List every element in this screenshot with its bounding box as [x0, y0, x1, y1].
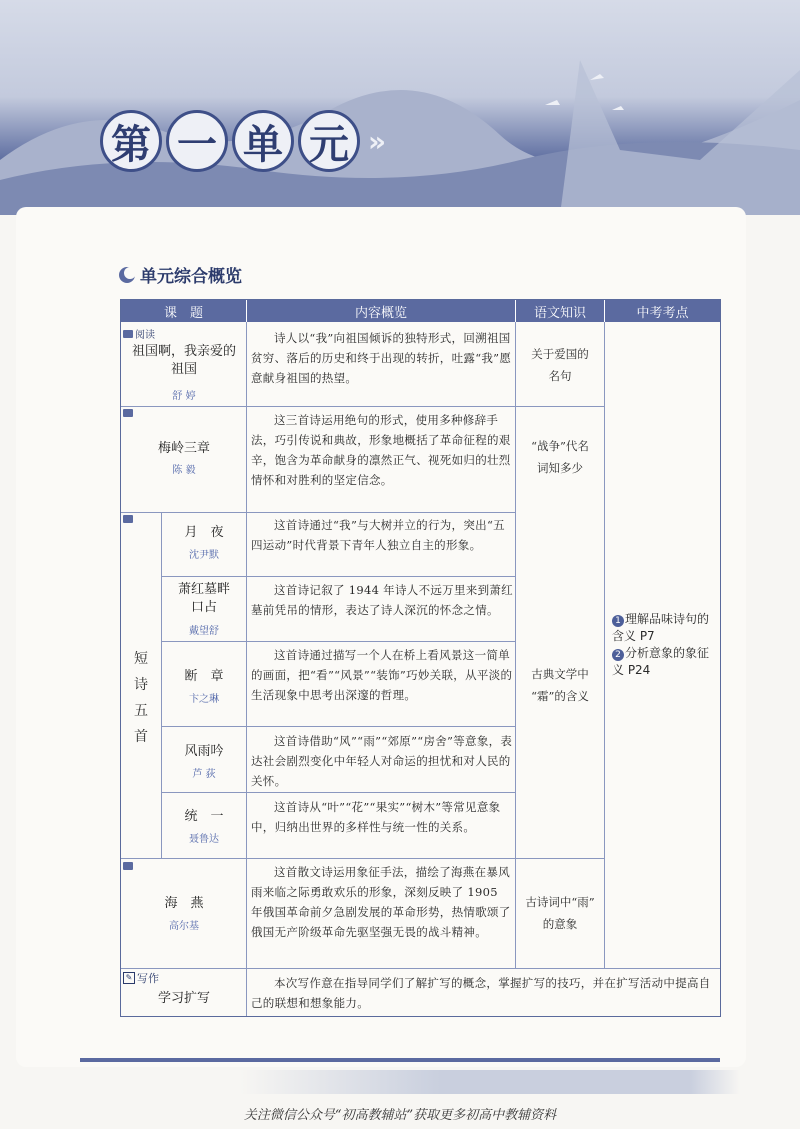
lesson-title-line: 祖国	[170, 362, 197, 377]
number-badge: 2	[612, 649, 624, 661]
poem-title: 月 夜	[184, 525, 224, 540]
knowledge-line: 关于爱国的	[531, 347, 589, 361]
poem-summary: 这首诗借助“风”“雨”“郊原”“房舍”等意象，表达社会剧烈变化中年轻人对命运的担忧和对人民的关怀。	[251, 734, 513, 788]
lesson-author: 舒 婷	[172, 391, 196, 402]
unit-title-char: 单	[232, 110, 294, 172]
lesson-summary: 诗人以“我”向祖国倾诉的独特形式，回溯祖国贫穷、落后的历史和终于出现的转折，吐露“我”愿意献身祖国的热望。	[251, 331, 512, 385]
group-label-char: 短	[134, 651, 148, 667]
footer-note: 关注微信公众号“初高教辅站”获取更多初高中教辅资料	[243, 1108, 557, 1123]
knowledge-line: 词知多少	[537, 461, 583, 475]
poem-title: 统 一	[184, 809, 224, 824]
pencil-icon: ✎	[123, 972, 135, 984]
lesson-knowledge	[516, 343, 604, 387]
poem-title-line: 萧红墓畔	[177, 582, 230, 597]
book-tag	[123, 515, 133, 523]
unit-banner	[0, 0, 800, 215]
header-summary: 内容概览	[247, 300, 516, 322]
book-icon	[123, 409, 133, 417]
divider	[161, 792, 515, 793]
writing-tag	[123, 970, 159, 986]
poem-author: 聂鲁达	[189, 834, 219, 845]
lesson-knowledge	[516, 891, 604, 935]
divider	[246, 322, 247, 1016]
poem-summary: 这首诗通过“我”与大树并立的行为，突出“五四运动”时代背景下青年人独立自主的形象。	[251, 518, 505, 552]
exam-point-text: 分析意象的象征义 P24	[612, 646, 710, 677]
lesson-author: 陈 毅	[172, 465, 196, 476]
divider	[515, 322, 516, 968]
poem-author: 戴望舒	[189, 626, 219, 637]
writing-tag-label: 写作	[137, 972, 159, 985]
knowledge-line: “战争”代名	[531, 439, 589, 453]
knowledge-line: 名句	[548, 369, 572, 383]
lesson-summary: 这三首诗运用绝句的形式，使用多种修辞手法，巧引传说和典故，形象地概括了革命征程的艰辛，饱含为革命献身的凛然正气、视死如归的壮烈情怀和对胜利的坚定信念。	[251, 413, 511, 487]
group-knowledge	[516, 663, 604, 707]
divider	[121, 406, 604, 407]
section-heading	[118, 262, 242, 287]
exam-point	[612, 611, 712, 645]
reading-tag	[123, 326, 155, 341]
book-icon	[123, 515, 133, 523]
poem-summary: 这首诗通过描写一个人在桥上看风景这一简单的画面，把“看”“风景”“装饰”巧妙关联，从平淡的生活现象中思考出深邃的哲理。	[251, 648, 513, 702]
moon-person-icon	[118, 266, 136, 284]
poem-title: 风雨吟	[184, 744, 224, 759]
knowledge-line: “霜”的含义	[531, 689, 589, 703]
lesson-author: 高尔基	[169, 921, 199, 932]
bottom-stripe	[80, 1058, 720, 1062]
writing-title: 学习扩写	[157, 991, 210, 1006]
poem-author: 芦 荻	[192, 769, 216, 780]
header-knowledge: 语文知识	[516, 300, 605, 322]
group-label-char: 首	[134, 729, 148, 745]
lesson-summary: 这首散文诗运用象征手法，描绘了海燕在暴风雨来临之际勇敢欢乐的形象，深刻反映了 1905 年俄国革命前夕急剧发展的革命形势，热情歌颂了俄国无产阶级革命先驱坚强无畏的战斗精神。	[251, 865, 511, 939]
exam-point-text: 理解品味诗句的含义 P7	[612, 612, 710, 643]
poem-summary: 这首诗记叙了 1944 年诗人不远万里来到萧红墓前凭吊的情形，表达了诗人深沉的怀念之情。	[251, 583, 513, 617]
writing-summary: 本次写作意在指导同学们了解扩写的概念，掌握扩写的技巧，并在扩写活动中提高自己的联想和想象能力。	[251, 976, 711, 1010]
exam-points	[612, 611, 712, 679]
exam-point	[612, 645, 712, 679]
number-badge: 1	[612, 615, 624, 627]
knowledge-line: 的意象	[542, 917, 578, 931]
header-exam: 中考考点	[605, 300, 720, 322]
knowledge-line: 古诗词中“雨”	[525, 895, 595, 909]
reading-tag-label: 阅读	[135, 330, 155, 341]
double-chevron-icon: »	[368, 124, 387, 158]
poem-title-line: 口占	[190, 600, 217, 615]
poem-title: 断 章	[184, 669, 224, 684]
divider	[121, 968, 720, 969]
lesson-title-line: 祖国啊，我亲爱的	[131, 344, 236, 359]
unit-title-char: 元	[298, 110, 360, 172]
knowledge-line: 古典文学中	[531, 667, 589, 681]
unit-title	[100, 110, 386, 172]
header-topic: 课 题	[121, 300, 247, 322]
unit-title-char: 一	[166, 110, 228, 172]
divider	[161, 726, 515, 727]
divider	[121, 858, 604, 859]
bottom-wave-decoration	[240, 1070, 740, 1094]
lesson-title: 海 燕	[164, 896, 204, 911]
section-title: 单元综合概览	[140, 267, 242, 287]
lesson-title: 梅岭三章	[157, 441, 210, 456]
poem-title	[162, 581, 246, 617]
group-label-char: 诗	[134, 677, 148, 693]
divider	[121, 512, 515, 513]
book-icon	[123, 862, 133, 870]
group-label-char: 五	[134, 703, 148, 719]
poem-author: 沈尹默	[189, 550, 219, 561]
poem-author: 卞之琳	[189, 694, 219, 705]
unit-title-char: 第	[100, 110, 162, 172]
divider	[161, 576, 515, 577]
divider	[161, 641, 515, 642]
lesson-knowledge	[516, 435, 604, 479]
poem-summary: 这首诗从“叶”“花”“果实”“树木”等常见意象中，归纳出世界的多样性与统一性的关系。	[251, 800, 501, 834]
lesson-title	[122, 343, 246, 379]
book-tag	[123, 409, 133, 417]
book-tag	[123, 862, 133, 870]
divider	[604, 322, 605, 968]
group-label	[131, 646, 151, 750]
book-icon	[123, 330, 133, 338]
